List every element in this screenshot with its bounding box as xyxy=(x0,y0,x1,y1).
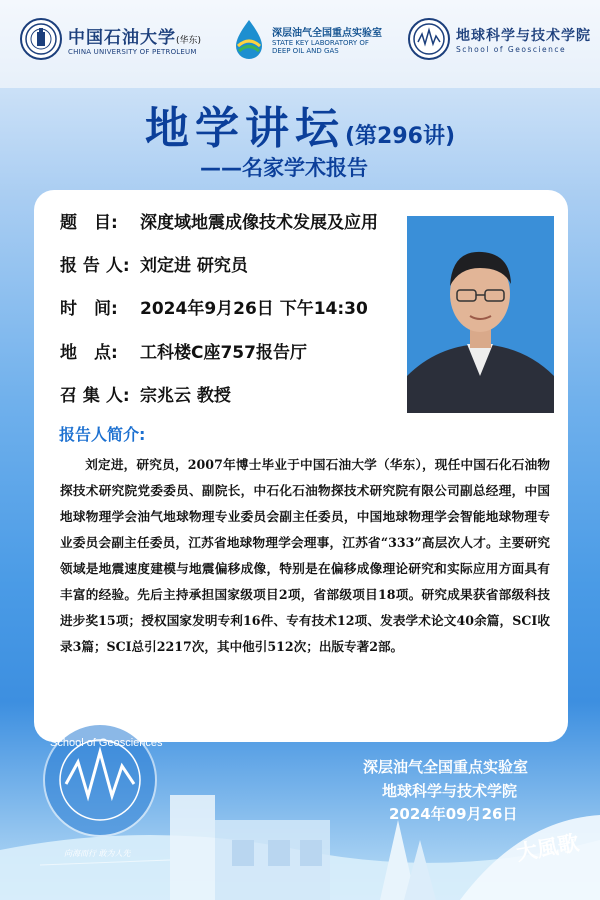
lab-name-cn: 深层油气全国重点实验室 xyxy=(272,27,382,39)
geo-logo xyxy=(408,18,591,60)
lab-logo xyxy=(232,18,382,60)
signature-lab: 深层油气全国重点实验室 xyxy=(363,758,529,776)
info-value: 刘定进 研究员 xyxy=(140,256,248,276)
info-label: 召 集 人: xyxy=(60,386,130,406)
info-row-topic xyxy=(60,208,378,233)
badge-ring-text: School of Geosciences xyxy=(50,737,163,749)
bio-heading: 报告人简介: xyxy=(59,425,146,444)
info-label: 报 告 人: xyxy=(60,256,130,276)
info-row-host xyxy=(60,381,231,406)
speaker-photo xyxy=(407,216,554,413)
info-row-time xyxy=(60,294,368,319)
lecture-title xyxy=(0,92,600,156)
header-banner xyxy=(0,0,600,88)
info-row-location xyxy=(60,338,307,363)
info-value: 2024年9月26日 下午14:30 xyxy=(140,299,368,319)
info-card xyxy=(34,190,568,742)
signature-school: 地球科学与技术学院 xyxy=(382,782,518,800)
geo-seal-icon xyxy=(408,18,450,60)
info-value: 工科楼C座757报告厅 xyxy=(140,343,307,363)
cup-name-cn: 中国石油大学 xyxy=(68,27,176,48)
cup-name-en: CHINA UNIVERSITY OF PETROLEUM xyxy=(68,47,197,56)
info-value: 宗兆云 教授 xyxy=(140,386,231,406)
cup-seal-icon xyxy=(20,18,62,60)
lab-name-en-2: DEEP OIL AND GAS xyxy=(272,46,339,55)
calligraphy-text: 大風歌 xyxy=(514,829,581,866)
info-label: 时 间: xyxy=(60,299,118,319)
info-label: 题 目: xyxy=(60,213,118,233)
cup-campus: (华东) xyxy=(176,35,202,46)
info-row-speaker xyxy=(60,251,248,276)
info-label: 地 点: xyxy=(60,343,118,363)
geo-name-en: School of Geoscience xyxy=(456,44,567,54)
geo-name-cn: 地球科学与技术学院 xyxy=(456,27,591,44)
badge-motto: 向海而行 敢为人先 xyxy=(64,849,131,858)
info-value: 深度域地震成像技术发展及应用 xyxy=(140,213,378,233)
bio-text: 刘定进，研究员，2007年博士毕业于中国石油大学（华东），现任中国石化石油物探技术研究院党委委员、副院长，中石化石油物探技术研究院有限公司副总经理，中国地球物理学会油气地球物理专业委员会副主任委员，中国地球物理学会智能地球物理专业委员会副主任委员，江苏省地球物理学会理事，江苏省“333”高层次人才。主要研究领域是地震速度建模与地震偏移成像，特别是在偏移成像理论研究和实际应用方面具有丰富的经验。先后主持承担国家级项目2项，省部级项目18项。研究成果获省部级科技进步奖15项；授权国家发明专利16件、专有技术12项、发表学术论文40余篇，SCI收录3篇；SCI总引2217次，其中他引512次；出版专著2部。 xyxy=(60,457,550,654)
title-number: (第296讲) xyxy=(344,124,456,149)
lab-drop-icon xyxy=(232,18,266,60)
signature-date: 2024年09月26日 xyxy=(389,805,518,823)
lab-name-en-1: STATE KEY LABORATORY OF xyxy=(272,38,369,47)
cup-logo xyxy=(20,18,201,60)
title-main: 地学讲坛 xyxy=(144,103,345,154)
title-subtitle: ——名家学术报告 xyxy=(200,156,368,180)
